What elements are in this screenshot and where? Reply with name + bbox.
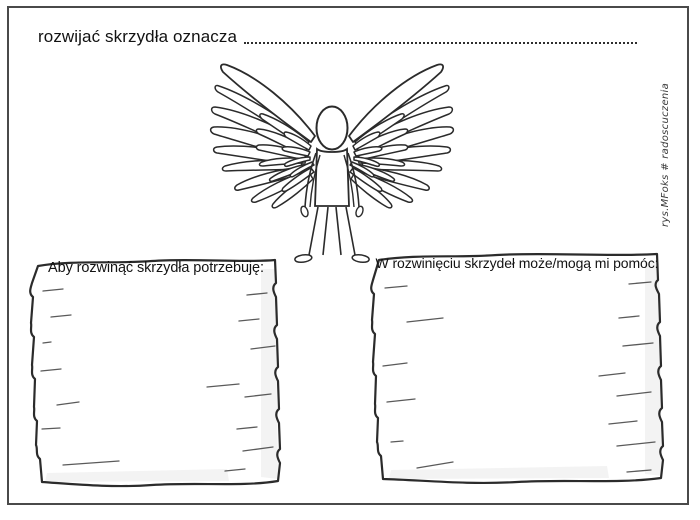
left-foot: [295, 255, 312, 262]
needs-box-border: [27, 251, 285, 494]
paper-tear-marks: [383, 282, 655, 472]
right-wing-icon: [349, 64, 453, 207]
head: [317, 107, 348, 150]
needs-box-header: Aby rozwinąć skrzydła potrzebuję:: [48, 260, 264, 276]
winged-person-illustration: [205, 58, 455, 268]
left-wing-icon: [211, 64, 315, 207]
winged-person-svg: [205, 58, 455, 268]
needs-box: [27, 251, 285, 494]
paper-tear-marks: [41, 289, 275, 471]
worksheet-title-row: [38, 27, 637, 47]
left-hand: [300, 205, 310, 217]
credit-vertical-text: rys.MFoks # radoscuczenia: [660, 82, 671, 227]
right-hand: [355, 205, 365, 217]
helpers-box-border: [367, 246, 667, 492]
dotted-answer-line: [244, 42, 637, 44]
helpers-box: [367, 246, 667, 492]
helpers-box-header: W rozwinięciu skrzydeł może/mogą mi pomóc:: [375, 255, 659, 271]
worksheet-title: rozwijać skrzydła oznacza: [38, 27, 238, 46]
